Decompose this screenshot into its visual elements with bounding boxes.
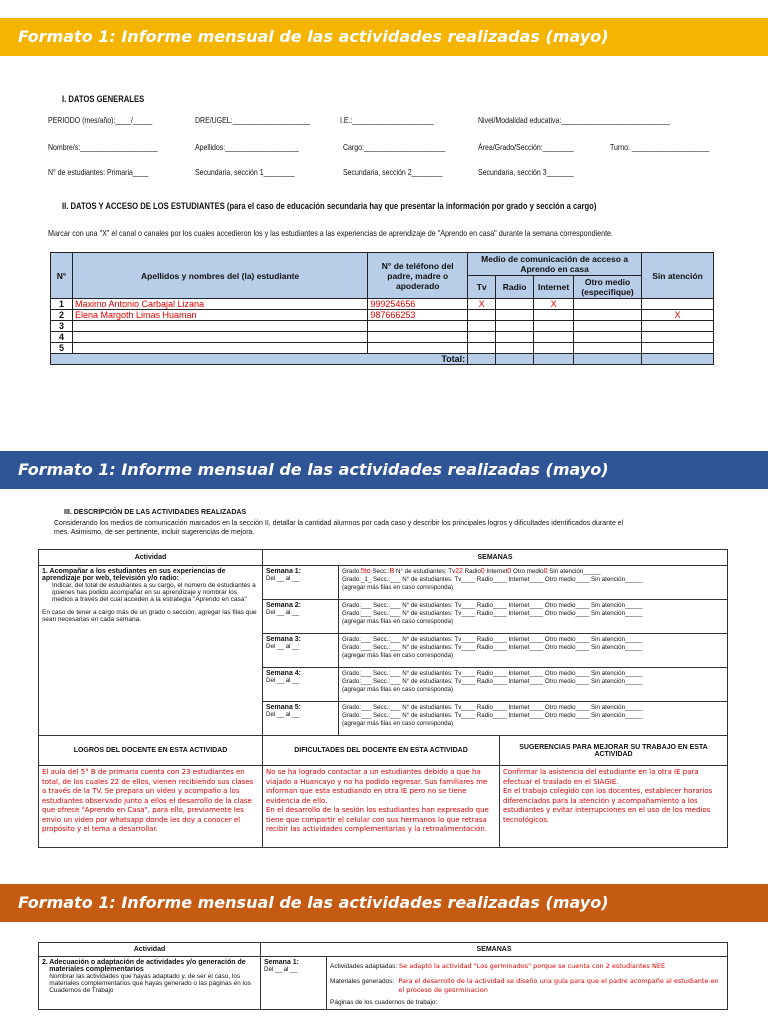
week-line: Grado:___ Secc.:___ N° de estudiantes: Tv____ Radio____ Internet____ Otro medio____ Sin atención_____: [342, 602, 643, 609]
col-num: N°: [51, 253, 73, 299]
week-range: Del __ al __: [266, 575, 300, 582]
row-name: Elena Margoth Limas Huaman: [72, 310, 367, 321]
week-1-detail: [339, 566, 728, 600]
week-2-detail: [339, 600, 728, 634]
text-logros: El aula del 5° B de primaria cuenta con 23 estudiantes en total, de los cuales 22 de ellos, vienen recibiendo sus clases a través de la TV. Se prepara un video y acompaño a los estudiantes observado junto a ellos el desarrollo de la clase que ofrece "Aprendo en Casa", para ello, previamente les envio un video por whatsapp donde les doy a conocer el propósito y el tema a desarrollar.: [39, 766, 263, 848]
col-radio: Radio: [496, 276, 534, 299]
activities-table: [38, 549, 728, 848]
row-tv: [468, 332, 496, 343]
label-materiales-generados: Materiales generados:: [330, 978, 395, 985]
row-otro: [574, 299, 642, 310]
row-radio: [496, 332, 534, 343]
row-internet: [534, 343, 574, 354]
value-radio: 0: [480, 568, 485, 575]
label-grado: Grado:: [342, 568, 361, 575]
slide-adecuacion-actividades: [0, 922, 768, 1024]
activities-table-2: [38, 942, 728, 1010]
field-nivel: Nivel/Modalidad educativa:____________________________: [478, 115, 670, 125]
week-1-line-2: Grado:_1_ Secc.:___ N° de estudiantes: Tv____ Radio____ Internet____ Otro medio____ Sin atención_____: [342, 576, 643, 583]
col-actividad: Actividad: [39, 550, 263, 566]
activity-note: En caso de tener a cargo más de un grado o sección, agregar las filas que sean necesarias en cada semana.: [42, 609, 257, 623]
week-range: Del __ al __: [266, 609, 300, 616]
row-internet: [534, 321, 574, 332]
label-radio: Radio: [462, 568, 481, 575]
week-1: [263, 566, 339, 600]
label-actividades-adaptadas: Actividades adaptadas:: [330, 963, 398, 970]
row-otro: [574, 321, 642, 332]
week-5: [263, 702, 339, 736]
activity-desc: Indicar, del total de estudiantes a su cargo, el número de estudiantes a quienes has podido acompañar en su aprendizaje y nombrar los medios a través del cual acceden a la estrategia "Aprendo en casa": [52, 582, 256, 603]
week-1-add-rows: (agregar más filas en caso corresponda): [342, 584, 454, 591]
instruction-text: Marcar con una "X" el canal o canales por los cuales accedieron los y las estudiantes a las experiencias de aprendizaje de "Aprendo en casa" durante la semana correspondiente.: [48, 228, 614, 238]
label-internet: Internet: [484, 568, 508, 575]
row-tv: [468, 310, 496, 321]
col-internet: Internet: [534, 276, 574, 299]
week-add-rows: (agregar más filas en caso corresponda): [342, 686, 454, 693]
label-otro: Otro medio: [511, 568, 544, 575]
row-name: Maximo Antonio Carbajal Lizana: [72, 299, 367, 310]
row-num: 3: [51, 321, 73, 332]
field-n-estudiantes: N° de estudiantes: Primaria____: [48, 167, 149, 177]
col-tv: Tv: [468, 276, 496, 299]
students-table: [50, 252, 714, 365]
col-semanas: SEMANAS: [263, 550, 728, 566]
activity-title: Adecuación o adaptación de actividades y/o generación de materiales complementarios: [49, 959, 246, 973]
row-tv: [468, 343, 496, 354]
activity-title: 1. Acompañar a los estudiantes en sus experiencias de aprendizaje por web, televisión y/o radio:: [42, 568, 226, 582]
field-nombres: Nombre/s:____________________: [48, 142, 158, 152]
col-name: Apellidos y nombres del (la) estudiante: [72, 253, 367, 299]
value-grado: 5to: [360, 568, 371, 575]
row-otro: [574, 332, 642, 343]
header-dificultades: DIFICULTADES DEL DOCENTE EN ESTA ACTIVIDAD: [263, 736, 500, 766]
row-otro: [574, 343, 642, 354]
row-phone: [368, 343, 468, 354]
activity-desc: Nombrar las actividades que hayas adaptado y, de ser el caso, los materiales complementarios que hayas generado o las páginas en los Cuadernos de Trabajo: [49, 973, 251, 994]
week-label: Semana 2:: [266, 602, 302, 609]
label-paginas-cuadernos: Páginas de los cuadernos de trabajo:: [330, 999, 438, 1006]
section-title-datos-acceso: II. DATOS Y ACCESO DE LOS ESTUDIANTES (para el caso de educación secundaria hay que presentar la información por grado y sección a cargo): [62, 201, 597, 211]
week-add-rows: (agregar más filas en caso corresponda): [342, 652, 454, 659]
section-title-datos-generales: I. DATOS GENERALES: [62, 94, 145, 104]
week-line: Grado:___ Secc.:___ N° de estudiantes: Tv____ Radio____ Internet____ Otro medio____ Sin atención_____: [342, 712, 643, 719]
text-dificultades: No se ha logrado contactar a un estudiantes debido a que ha viajado a Huancayo y no ha podido regresar. Sus familiares me informan que esta estudiando en otra IE pero no se tiene evidencia de ello. En el desarrollo de la sesión los estudiantes han expresado que tiene que compartir el celular con sus hermanos lo que retrasa recibir las actividades complementarias y la retroalimentación.: [263, 766, 500, 848]
row-phone: 999254656: [368, 299, 468, 310]
week-label: Semana 1:: [266, 568, 302, 575]
value-secc: B: [389, 568, 395, 575]
field-dre-ugel: DRE/UGEL:____________________: [195, 115, 311, 125]
row-internet: X: [534, 299, 574, 310]
intro-text-2: mes. Asimismo, de ser pertinente, incluir sugerencias de mejora.: [54, 529, 255, 536]
field-ie: I.E.:_____________________: [340, 115, 434, 125]
table-total-row: [51, 354, 714, 365]
row-sin: [642, 332, 714, 343]
week-range: Del __ al __: [264, 966, 298, 973]
field-periodo: PERIODO (mes/año):____/_____: [48, 115, 153, 125]
row-num: 2: [51, 310, 73, 321]
banner-title-1: Formato 1: Informe mensual de las actividades realizadas (mayo): [0, 18, 768, 56]
total-internet: [534, 354, 574, 365]
total-otro: [574, 354, 642, 365]
total-radio: [496, 354, 534, 365]
total-label: Total:: [51, 354, 468, 365]
activity-cell: [39, 566, 263, 736]
row-tv: [468, 321, 496, 332]
row-radio: [496, 321, 534, 332]
row-sin: [642, 343, 714, 354]
week-3-detail: [339, 634, 728, 668]
header-logros: LOGROS DEL DOCENTE EN ESTA ACTIVIDAD: [39, 736, 263, 766]
field-area: Área/Grado/Sección:________: [478, 142, 574, 152]
field-apellidos: Apellidos:___________________: [195, 142, 299, 152]
text-sugerencias: Confirmar la asistencia del estudiante en la otra IE para efectuar el traslado en el SIAGIE. En el trabajo colegido con los docentes, establecer horarios diferenciados para la atención y acompañamiento a los estudiantes y evitar interrupciones en el uso de los medios tecnológicos.: [500, 766, 728, 848]
col-sin: Sin atención: [642, 253, 714, 299]
week-3: [263, 634, 339, 668]
week-add-rows: (agregar más filas en caso corresponda): [342, 720, 454, 727]
week-range: Del __ al __: [266, 711, 300, 718]
value-actividades-adaptadas: Se adaptó la actividad "Los germinados" porque se cuenta con 2 estudiantes NEE: [399, 962, 666, 970]
field-seccion-3: Secundaria, sección 3_______: [478, 167, 574, 177]
row-tv: X: [468, 299, 496, 310]
banner-title-3: Formato 1: Informe mensual de las actividades realizadas (mayo): [0, 884, 768, 922]
row-sin: X: [642, 310, 714, 321]
row-num: 4: [51, 332, 73, 343]
week-line: Grado:___ Secc.:___ N° de estudiantes: Tv____ Radio____ Internet____ Otro medio____ Sin atención_____: [342, 704, 643, 711]
row-phone: [368, 321, 468, 332]
field-turno: Turno: ____________________: [610, 142, 710, 152]
row-name: [72, 332, 367, 343]
week-1: [261, 957, 327, 1010]
slide-datos-generales: [0, 56, 768, 451]
activity-num: 2.: [42, 959, 48, 966]
field-seccion-1: Secundaria, sección 1________: [195, 167, 295, 177]
row-name: [72, 321, 367, 332]
value-internet: 0: [507, 568, 512, 575]
value-otro: 0: [543, 568, 548, 575]
row-radio: [496, 343, 534, 354]
col-semanas: SEMANAS: [261, 943, 728, 957]
col-actividad: Actividad: [39, 943, 261, 957]
table-row: [51, 299, 714, 310]
week-add-rows: (agregar más filas en caso corresponda): [342, 618, 454, 625]
row-num: 1: [51, 299, 73, 310]
week-line: Grado:___ Secc.:___ N° de estudiantes: Tv____ Radio____ Internet____ Otro medio____ Sin atención_____: [342, 636, 643, 643]
week-range: Del __ al __: [266, 643, 300, 650]
label-tv: N° de estudiantes: Tv: [394, 568, 456, 575]
col-phone: N° de teléfono del padre, madre o apoderado: [368, 253, 468, 299]
col-medio: Medio de comunicación de acceso a Aprendo en casa: [468, 253, 642, 276]
row-sin: [642, 321, 714, 332]
week-line: Grado:___ Secc.:___ N° de estudiantes: Tv____ Radio____ Internet____ Otro medio____ Sin atención_____: [342, 610, 643, 617]
field-seccion-2: Secundaria, sección 2________: [343, 167, 443, 177]
week-range: Del __ al __: [266, 677, 300, 684]
week-4: [263, 668, 339, 702]
week-2: [263, 600, 339, 634]
slide-descripcion-actividades: [0, 489, 768, 884]
week-4-detail: [339, 668, 728, 702]
row-internet: [534, 332, 574, 343]
header-sugerencias: SUGERENCIAS PARA MEJORAR SU TRABAJO EN ESTA ACTIVIDAD: [500, 736, 728, 766]
value-tv: 22: [455, 568, 463, 575]
banner-title-2: Formato 1: Informe mensual de las actividades realizadas (mayo): [0, 451, 768, 489]
week-1-detail: [327, 957, 728, 1010]
table-row: [51, 343, 714, 354]
activity-cell: [39, 957, 261, 1010]
week-label: Semana 4:: [266, 670, 302, 677]
value-materiales-generados: Para el desarrollo de la actividad se diseño una guía para que el padre acompañe al estudiante en el proceso de gesrminacion: [398, 977, 719, 994]
week-1-line-1: [342, 568, 724, 576]
col-otro: Otro medio (especifique): [574, 276, 642, 299]
intro-text-1: Considerando los medios de comunicación marcados en la sección II, detallar la cantidad alumnos por cada caso y describir los principales logros y dificultades identificados durante el: [54, 520, 624, 527]
row-num: 5: [51, 343, 73, 354]
row-radio: [496, 299, 534, 310]
row-phone: [368, 332, 468, 343]
week-line: Grado:___ Secc.:___ N° de estudiantes: Tv____ Radio____ Internet____ Otro medio____ Sin atención_____: [342, 678, 643, 685]
week-5-detail: [339, 702, 728, 736]
section-title-descripcion: III. DESCRIPCIÓN DE LAS ACTIVIDADES REALIZADAS: [64, 509, 247, 516]
total-tv: [468, 354, 496, 365]
total-sin: [642, 354, 714, 365]
field-cargo: Cargo:_____________________: [343, 142, 446, 152]
table-row: [51, 321, 714, 332]
week-line: Grado:___ Secc.:___ N° de estudiantes: Tv____ Radio____ Internet____ Otro medio____ Sin atención_____: [342, 644, 643, 651]
row-name: [72, 343, 367, 354]
row-sin: [642, 299, 714, 310]
row-otro: [574, 310, 642, 321]
week-label: Semana 3:: [266, 636, 302, 643]
row-radio: [496, 310, 534, 321]
week-line: Grado:___ Secc.:___ N° de estudiantes: Tv____ Radio____ Internet____ Otro medio____ Sin atención_____: [342, 670, 643, 677]
label-sin: Sin atención_____: [547, 568, 601, 575]
row-internet: [534, 310, 574, 321]
table-row: [51, 332, 714, 343]
label-secc: Secc.:: [370, 568, 390, 575]
row-phone: 987666253: [368, 310, 468, 321]
table-row: [51, 310, 714, 321]
week-label: Semana 5:: [266, 704, 302, 711]
week-label: Semana 1:: [264, 959, 300, 966]
